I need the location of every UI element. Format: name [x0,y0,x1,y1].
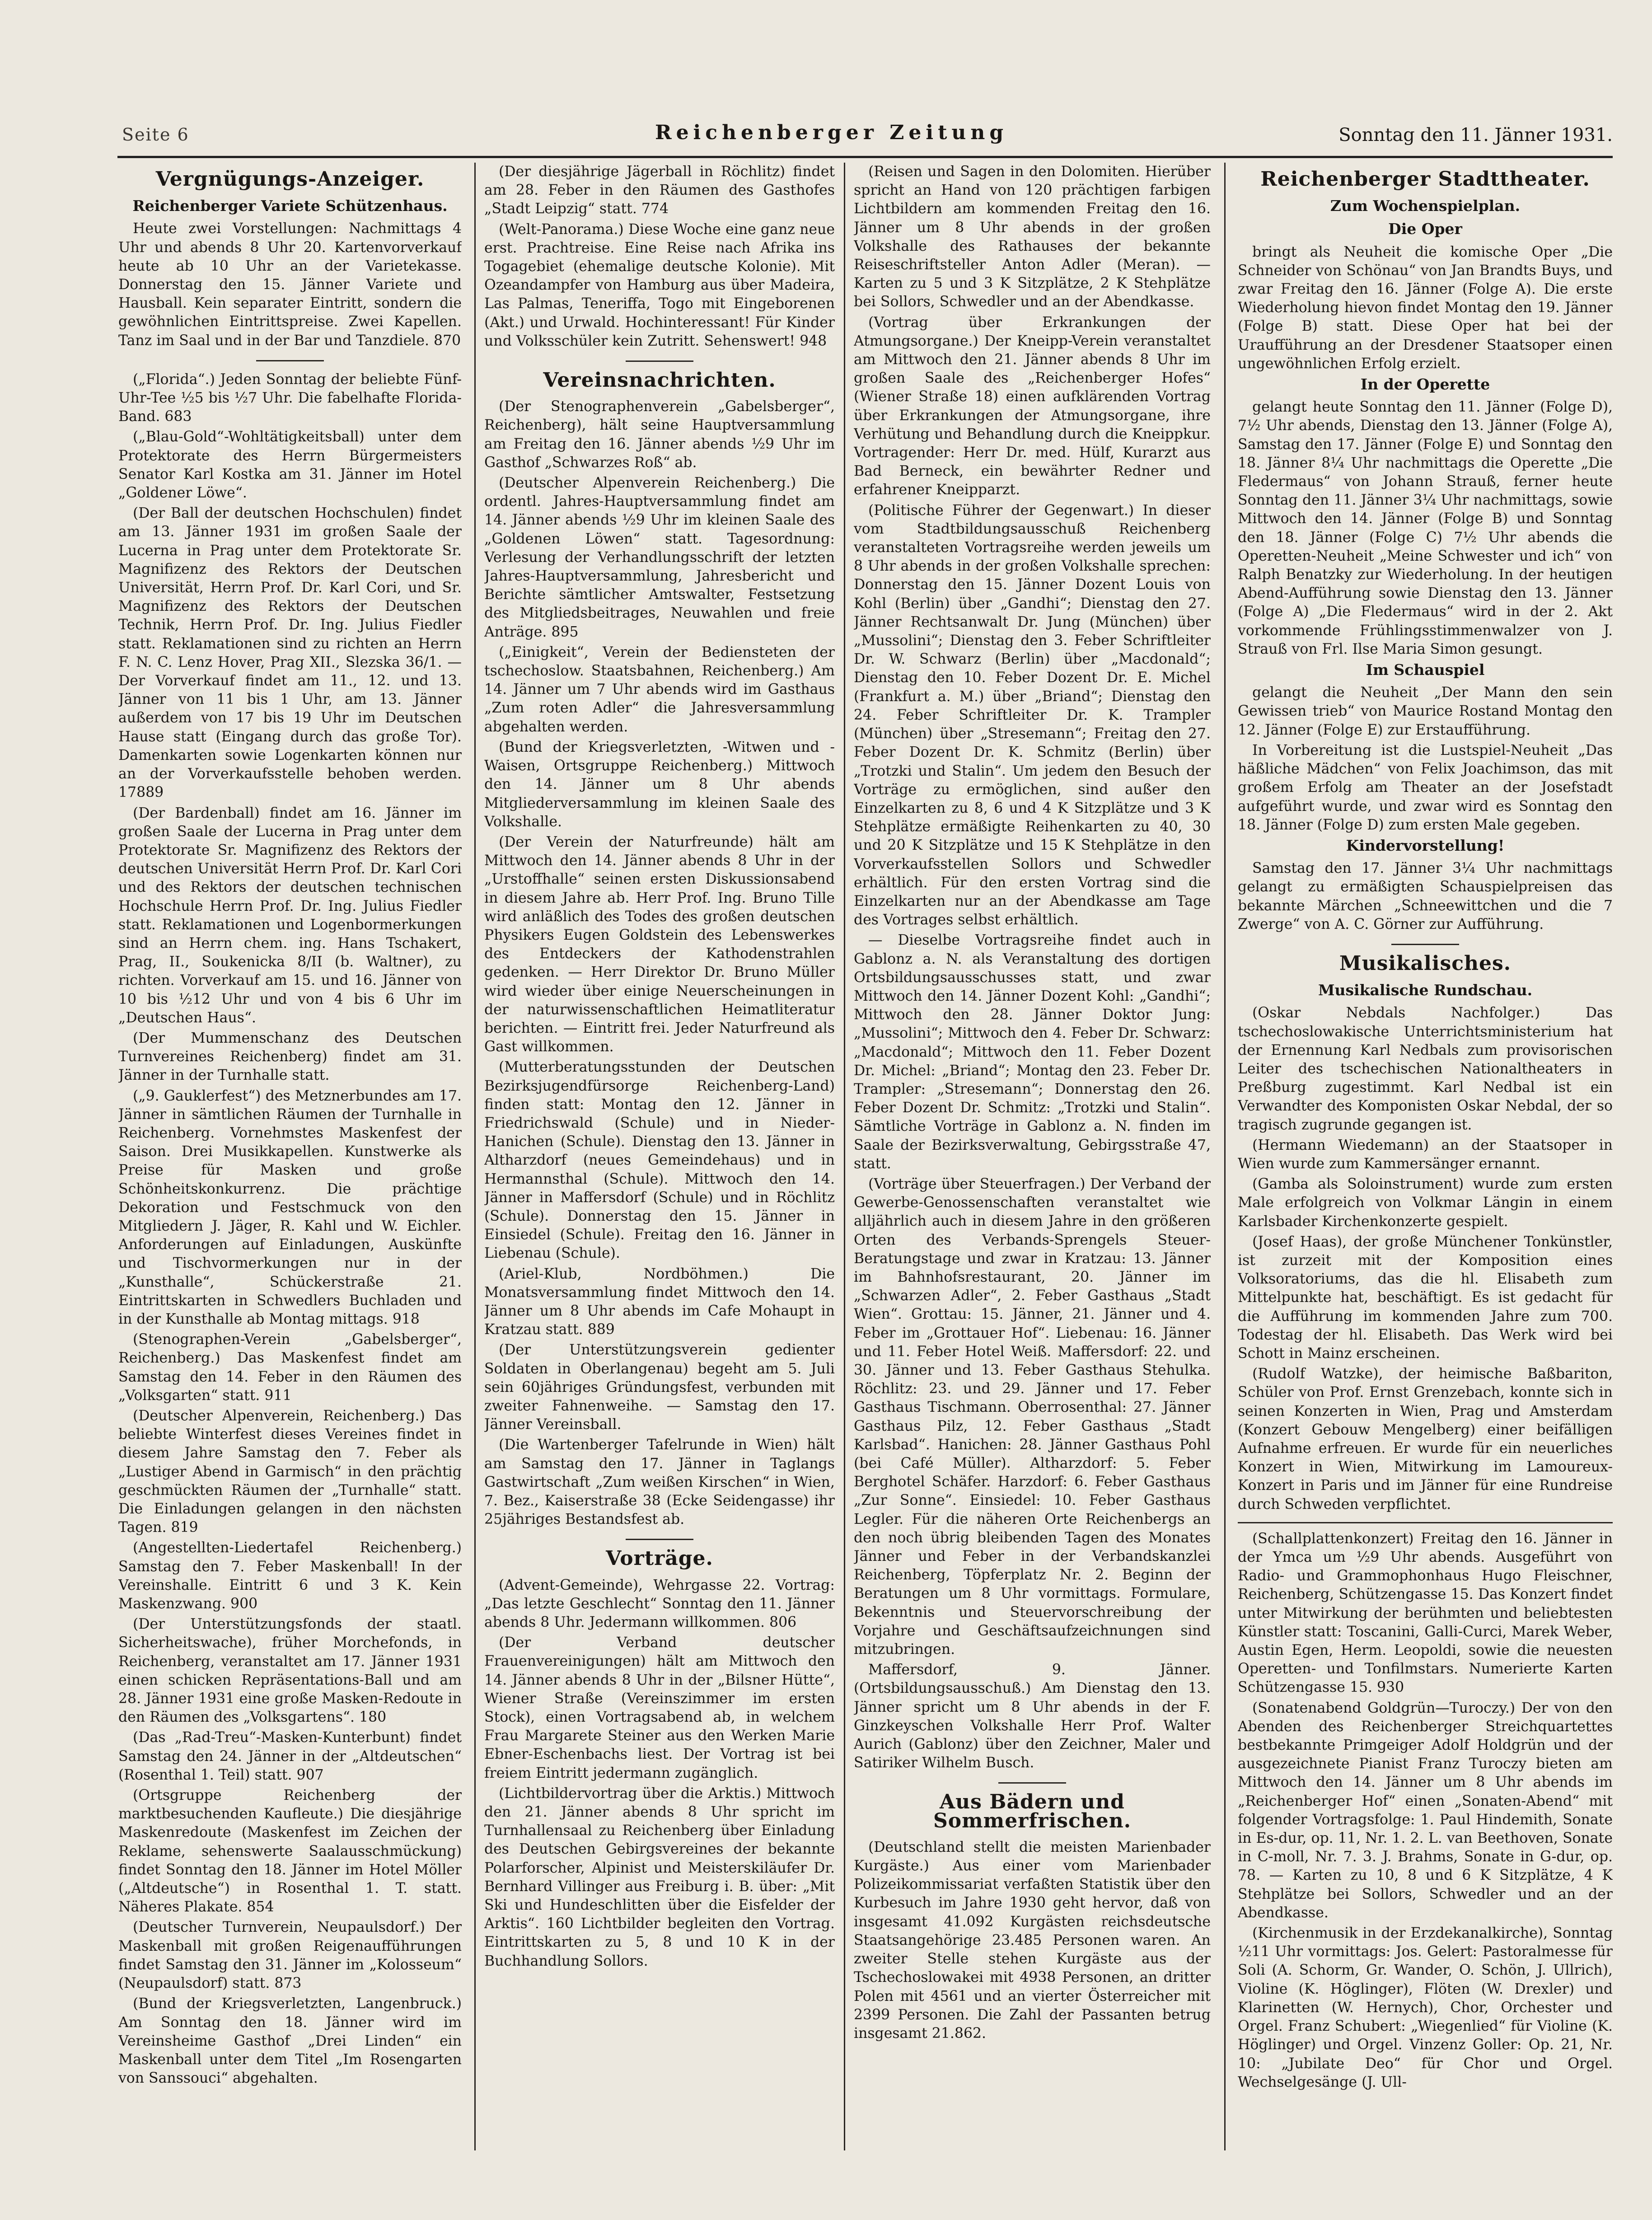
notice: In Vorbereitung ist die Lustspiel-Neuheit „Das häßliche Mädchen“ von Felix Joachimson, das mit großem Erfolg am Theater an der Josefstadt aufgeführt wurde, und zwar wird es Sonntag den 18. Jänner (Folge D) zum ersten Male gegeben. [1238,742,1613,833]
notice: (Der Unterstützungsfonds der staatl. Sicherheitswache), früher Morchefonds, in Reichenberg, veranstaltet am 17. Jänner 1931 einen schicken Repräsentations-Ball und am 28. Jänner 1931 eine große Masken-Redoute in den Räumen des „Volksgartens“. 180 [118,1616,462,1726]
column-divider [844,163,845,2150]
newspaper-title: Reichenberger Zeitung [655,121,1008,144]
notice: (Gamba als Soloinstrument) wurde zum ersten Male erfolgreich von Volkmar Längin in einem Karlsbader Kirchenkonzerte gespielt. [1238,1176,1613,1230]
column-4 [1238,163,1613,2168]
notice: Heute zwei Vorstellungen: Nachmittags 4 Uhr und abends 8 Uhr 20. Kartenvorverkauf heute ab 10 Uhr an der Varietekasse. Donnerstag den 15. Jänner Variete und Hausball. Kein separater Eintritt, sondern die gewöhnlichen Eintrittspreise. Zwei Kapellen. Tanz im Saal und in der Bar und Tanzdiele. 870 [118,220,462,349]
subsection-title-operette: In der Operette [1360,375,1490,393]
notice: (Angestellten-Liedertafel Reichenberg.) Samstag den 7. Feber Maskenball! In der Vereinshalle. Eintritt 6 und 3 K. Kein Maskenzwang. 900 [118,1540,462,1612]
notice: Samstag den 17. Jänner 3¼ Uhr nachmittags gelangt zu ermäßigten Schauspielpreisen das bekannte Märchen „Schneewittchen und die 7 Zwerge“ von A. C. Görner zur Aufführung. [1238,860,1613,932]
notice: („9. Gauklerfest“) des Metznerbundes am 17. Jänner in sämtlichen Räumen der Turnhalle in Reichenberg. Vornehmstes Maskenfest der Saison. Drei Musikkapellen. Kunstwerke als Preise für Masken und große Schönheitskonkurrenz. Die prächtige Dekoration und Festschmuck von den Mitgliedern J. Jäger, R. Kahl und W. Eichler. Anforderungen auf Einladungen, Auskünfte und Tischvormerkungen nur in der „Kunsthalle“, Schückerstraße 21. Eintrittskarten in Schwedlers Buchladen und in der Kunsthalle ab Montag mittags. 918 [118,1087,462,1327]
column-divider [1224,163,1226,2150]
subsection-title-rundschau: Musikalische Rundschau. [1318,981,1533,999]
separator [998,1782,1066,1784]
notice: (Deutscher Alpenverein Reichenberg.) Die ordentl. Jahres-Hauptversammlung findet am 14. Jänner abends ½9 Uhr im kleinen Saale des „Goldenen Löwen“ statt. Tagesordnung: Verlesung der Verhandlungsschrift der letzten Jahres-Hauptversammlung, Jahresbericht und Berichte sämtlicher Amtswalter, Festsetzung des Mitgliedsbeitrages, Neuwahlen und freie Anträge. 895 [484,475,835,640]
notice: (Bund der Kriegsverletzten, Langenbruck.) Am Sonntag den 18. Jänner wird im Vereinsheime Gasthof „Drei Linden“ ein Maskenball unter dem Titel „Im Rosengarten von Sanssouci“ abgehalten. [118,1995,462,2087]
column-divider [474,163,476,2150]
notice: (Das „Rad-Treu“-Masken-Kunterbunt) findet Samstag den 24. Jänner in der „Altdeutschen“ (Rosenthal 1. Teil) statt. 907 [118,1729,462,1783]
notice: (Ariel-Klub, Nordböhmen.) Die Monatsversammlung findet Mittwoch den 14. Jänner um 8 Uhr abends im Cafe Mohaupt in Kratzau statt. 889 [484,1265,835,1338]
notice: (Mutterberatungsstunden der Deutschen Bezirksjugendfürsorge Reichenberg-Land) finden statt: Montag den 12. Jänner in Friedrichswald (Schule) und in Nieder-Hanichen (Schule). Dienstag den 13. Jänner in Altharzdorf (neues Gemeindehaus) und in Hermannsthal (Schule). Mittwoch den 14. Jänner in Maffersdorf (Schule) und in Röchlitz (Schule). Donnerstag den 15. Jänner in Einsiedel (Schule). Freitag den 16. Jänner in Liebenau (Schule). [484,1059,835,1262]
notice: (Lichtbildervortrag über die Arktis.) Mittwoch den 21. Jänner abends 8 Uhr spricht im Turnhallensaal zu Reichenberg über Einladung des Deutschen Gebirgsvereines der bekannte Polarforscher, Alpinist und Meisterskiläufer Dr. Bernhard Villinger aus Freiburg i. B. über: „Mit Ski und Hundeschlitten über die Eisfelder der Arktis“. 160 Lichtbilder begleiten den Vortrag. Eintrittskarten zu 5, 8 und 10 K in der Buchhandlung Sollors. [484,1785,835,1969]
section-title-vortraege: Vorträge. [606,1547,713,1570]
section-title-baeder: Aus Bädern und Sommerfrischen. [933,1790,1132,1832]
notice: (Welt-Panorama.) Diese Woche eine ganz neue erst. Prachtreise. Eine Reise nach Afrika ins Togagebiet (ehemalige deutsche Kolonie). Mit Ozeandampfer von Hamburg aus über Madeira, Las Palmas, Teneriffa, Togo mit Eingeborenen (Akt.) und Urwald. Hochinteressant! Für Kinder und Volksschüler kein Zutritt. Sehenswert! 948 [484,221,835,349]
notice: (Josef Haas), der große Münchener Tonkünstler, ist zurzeit mit der Komposition eines Volksoratoriums, das die hl. Elisabeth zum Mittelpunkte hat, beschäftigt. Es ist gedacht für die Aufführung im kommenden Jahre zum 700. Todestag der hl. Elisabeth. Das Werk wird bei Schott in Mainz erscheinen. [1238,1233,1613,1362]
column-3 [854,163,1211,2168]
notice: (Schallplattenkonzert) Freitag den 16. Jänner in der Ymca um ½9 Uhr abends. Ausgeführt von Radio- und Grammophonhaus Hugo Fleischner, Reichenberg, Schützengasse 15. Das Konzert findet unter Mitwirkung der berühmten und beliebtesten Künstler statt: Toscanini, Galli-Curci, Marek Weber, Austin Egen, Herm. Leopoldi, sowie die neuesten Operetten- und Tonfilmstars. Numerierte Karten Schützengasse 15. 930 [1238,1530,1613,1696]
notice: (Der Mummenschanz des Deutschen Turnvereines Reichenberg) findet am 31. Jänner in der Turnhalle statt. [118,1030,462,1084]
notice: (Der diesjährige Jägerball in Röchlitz) findet am 28. Feber in den Räumen des Gasthofes „Stadt Leipzig“ statt. 774 [484,164,835,217]
column-2 [484,163,835,2168]
separator [626,1539,693,1540]
section-title-vergnuegungs: Vergnügungs-Anzeiger. [155,168,425,191]
section-title-musikalisches: Musikalisches. [1339,951,1512,975]
notice: (Deutscher Turnverein, Neupaulsdorf.) Der Maskenball mit großen Reigenaufführungen findet Samstag den 31. Jänner im „Kolosseum“ (Neupaulsdorf) statt. 873 [118,1919,462,1992]
notice: Maffersdorf, 9. Jänner. (Ortsbildungsausschuß.) Am Dienstag den 13. Jänner spricht um 8 Uhr abends in der F. Ginzkeyschen Volkshalle Herr Prof. Walter Aurich (Gablonz) über den Zeichner, Maler und Satiriker Wilhelm Busch. [854,1662,1211,1771]
column-1 [118,163,462,2168]
notice: (Vorträge über Steuerfragen.) Der Verband der Gewerbe-Genossenschaften veranstaltet wie alljährlich auch in diesem Jahre in den größeren Orten des Verbands-Sprengels Steuer-Beratungstage und zwar in Kratzau: 13. Jänner im Bahnhofsrestaurant, 20. Jänner im „Schwarzen Adler“, 2. Feber Gasthaus „Stadt Wien“. Grottau: 15. Jänner, 21. Jänner und 4. Feber im „Grottauer Hof“. Liebenau: 16. Jänner und 11. Feber Hotel Weiß. Maffersdorf: 22. und 30. Jänner und 13. Feber Gasthaus Stehulka. Röchlitz: 23. und 29. Jänner und 17. Feber Gasthaus Tischmann. Oberrosenthal: 27. Jänner Gasthaus Pilz, 12. Feber Gasthaus „Stadt Karlsbad“. Hanichen: 28. Jänner Gasthaus Pohl (bei Café Müller). Altharzdorf: 5. Feber Berghotel Schäfer. Harzdorf: 6. Feber Gasthaus „Zur Sonne“. Einsiedel: 10. Feber Gasthaus Legler. Für die näheren Orte Reichenbergs an den noch übrig bleibenden Tagen des Monates Jänner und Feber in der Verbandskanzlei Reichenberg, Töpferplatz Nr. 2. Beginn der Beratungen um 8 Uhr vormittags. Formulare, Bekenntnis und Steuervorschreibung der Vorjahre und Geschäftsaufzeichnungen sind mitzubringen. [854,1176,1211,1658]
notice: (Der Verband deutscher Frauenvereinigungen) hält am Mittwoch den 14. Jänner abends 8 Uhr in der „Bilsner Hütte“, Wiener Straße (Vereinszimmer im ersten Stock), einen Vortragsabend ab, in welchem Frau Margarete Steiner aus den Werken Marie Ebner-Eschenbachs liest. Der Vortrag ist bei freiem Eintritt jedermann zugänglich. [484,1635,835,1781]
notice: („Blau-Gold“-Wohltätigkeitsball) unter dem Protektorate des Herrn Bürgermeisters Senator Karl Kostka am 31. Jänner im Hotel „Goldener Löwe“. [118,429,462,501]
subsection-title-variete: Reichenberger Variete Schützenhaus. [132,197,448,215]
notice: (Hermann Wiedemann) an der Staatsoper in Wien wurde zum Kammersänger ernannt. [1238,1137,1613,1172]
notice: (Stenographen-Verein „Gabelsberger“, Reichenberg.) Das Maskenfest findet am Samstag den 14. Feber in den Räumen des „Volksgarten“ statt. 911 [118,1331,462,1404]
notice: (Oskar Nebdals Nachfolger.) Das tschechoslowakische Unterrichtsministerium hat der Ernennung Karl Nedbals zum provisorischen Leiter des tschechischen Nationaltheaters in Preßburg zugestimmt. Karl Nedbal ist ein Verwandter des Komponisten Oskar Nebdal, der so tragisch zugrunde gegangen ist. [1238,1005,1613,1133]
notice: (Der Verein der Naturfreunde) hält am Mittwoch den 14. Jänner abends 8 Uhr in der „Urstoffhalle“ seinen ersten Diskussionsabend in diesem Jahre ab. Herr Prof. Ing. Bruno Tille wird anläßlich des Todes des großen deutschen Physikers Eugen Goldstein des Lebenswerkes des Entdeckers der Kathodenstrahlen gedenken. — Herr Direktor Dr. Bruno Müller wird wieder über einige Neuerscheinungen in der naturwissenschaftlichen Heimatliteratur berichten. — Eintritt frei. Jeder Naturfreund als Gast willkommen. [484,834,835,1055]
notice: (Der Bardenball) findet am 16. Jänner im großen Saale der Lucerna in Prag unter dem Protektorate Sr. Magnifizenz des Rektors der deutschen Universität Herrn Prof. Dr. Karl Cori und des Rektors der deutschen technischen Hochschule Herrn Prof. Dr. Ing. Julius Fiedler statt. Reklamationen und Logenbormerkungen sind an Herrn chem. ing. Hans Tschakert, Prag, II., Soukenicka 8/II (b. Waltner), zu richten. Vorverkauf am 15. und 16. Jänner von 10 bis ½12 Uhr und von 4 bis 6 Uhr im „Deutschen Haus“. [118,805,462,1026]
notice: (Der Unterstützungsverein gedienter Soldaten in Oberlangenau) begeht am 5. Juli sein 60jähriges Gründungsfest, verbunden mit zweiter Fahnenweihe. — Samstag den 17. Jänner Vereinsball. [484,1342,835,1433]
notice: (Ortsgruppe Reichenberg der marktbesuchenden Kaufleute.) Die diesjährige Maskenredoute (Maskenfest im Zeichen der Reklame, sehenswerte Saalausschmückung) findet Sonntag den 18. Jänner im Hotel Möller („Altdeutsche“) in Rosenthal 1. T. statt. Näheres Plakate. 854 [118,1787,462,1916]
notice: (Die Wartenberger Tafelrunde in Wien) hält am Samstag den 17. Jänner in Taglangs Gastwirtschaft „Zum weißen Kirschen“ in Wien, 7. Bez., Kaiserstraße 38 (Ecke Seidengasse) ihr 25jähriges Bestandsfest ab. [484,1437,835,1528]
subsection-title-wochenspielplan: Zum Wochenspielplan. [1330,197,1521,215]
notice: („Einigkeit“, Verein der Bediensteten der tschechoslow. Staatsbahnen, Reichenberg.) Am 14. Jänner um 7 Uhr abends wird im Gasthaus „Zum roten Adler“ die Jahresversammlung abgehalten werden. [484,644,835,735]
notice: bringt als Neuheit die komische Oper „Die Schneider von Schönau“ von Jan Brandts Buys, und zwar Freitag den 16. Jänner (Folge A). Die erste Wiederholung hievon findet Montag den 19. Jänner (Folge B) statt. Diese Oper hat bei der Uraufführung an der Dresdener Staatsoper einen ungewöhnlichen Erfolg erzielt. [1238,244,1613,372]
separator [626,361,693,362]
subsection-title-kindervorstellung: Kindervorstellung! [1346,836,1505,854]
notice: (Rudolf Watzke), der heimische Baßbariton, Schüler von Prof. Ernst Grenzebach, konnte sich in seinen Konzerten in Wien, Prag und Amsterdam (Konzert Gebouw Mengelberg) einer beifälligen Aufnahme erfreuen. Er wurde für ein neuerliches Konzert in Wien, Mitwirkung im Lamoureux-Konzert in Paris und im Jänner für eine Rundreise durch Schweden verpflichtet. [1238,1366,1613,1513]
notice: („Florida“.) Jeden Sonntag der beliebte Fünf-Uhr-Tee ½5 bis ½7 Uhr. Die fabelhafte Florida-Band. 683 [118,371,462,425]
notice: (Reisen und Sagen in den Dolomiten. Hierüber spricht an Hand von 120 prächtigen farbigen Lichtbildern am kommenden Freitag den 16. Jänner um 8 Uhr abends in der großen Volkshalle des Rathauses der bekannte Reiseschriftsteller Anton Adler (Meran). — Karten zu 5 und 3 K Sitzplätze, 2 K Stehplätze bei Sollors, Schwedler und an der Abendkasse. [854,164,1211,310]
notice: — Dieselbe Vortragsreihe findet auch in Gablonz a. N. als Veranstaltung des dortigen Ortsbildungsausschusses statt, und zwar Mittwoch den 14. Jänner Dozent Kohl: „Gandhi“; Mittwoch den 28. Jänner Doktor Jung: „Mussolini“; Mittwoch den 4. Feber Dr. Schwarz: „Macdonald“; Mittwoch den 11. Feber Dozent Dr. Michel: „Briand“; Montag den 23. Feber Dr. Trampler: „Stresemann“; Donnerstag den 26. Feber Dozent Dr. Schmitz: „Trotzki und Stalin“. Sämtliche Vorträge in Gablonz a. N. finden im Saale der Bezirksverwaltung, Gebirgsstraße 47, statt. [854,932,1211,1172]
page-number: Seite 6 [122,125,189,145]
page-header [122,121,1613,153]
notice: (Sonatenabend Goldgrün—Turoczy.) Der von den Abenden des Reichenberger Streichquartettes bestbekannte Primgeiger Adolf Holdgrün und der ausgezeichnete Pianist Franz Turoczy bieten am Mittwoch den 14. Jänner um 8 Uhr abends im „Reichenberger Hof“ einen „Sonaten-Abend“ mit folgender Vortragsfolge: 1. Paul Hindemith, Sonate in Es-dur, op. 11, Nr. 1. 2. L. van Beethoven, Sonate in C-moll, Nr. 7. 3. J. Brahms, Sonate in G-dur, op. 78. — Karten zu 10, 8 und 6 K Sitzplätze, 4 K Stehplätze bei Sollors, Schwedler und an der Abendkasse. [1238,1700,1613,1921]
section-title-vereinsnachrichten: Vereinsnachrichten. [543,369,776,392]
notice: (Kirchenmusik in der Erzdekanalkirche), Sonntag ½11 Uhr vormittags: Jos. Gelert: Pastoralmesse für Soli (A. Schorm, Gr. Wander, O. Schön, J. Ullrich), Violine (K. Höglinger), Flöten (W. Drexler) und Klarinetten (W. Hernych), Chor, Orchester und Orgel. Franz Schubert: „Wiegenlied“ für Violine (K. Höglinger) und Orgel. Vinzenz Goller: Op. 21, Nr. 10: „Jubilate Deo“ für Chor und Orgel. Wechselgesänge (J. Ull- [1238,1925,1613,2090]
subsection-title-oper: Die Oper [1388,220,1462,238]
header-rule [117,156,1613,158]
notice: (Politische Führer der Gegenwart.) In dieser vom Stadtbildungsausschuß Reichenberg veranstalteten Vortragsreihe werden jeweils um 8 Uhr abends in der großen Volkshalle sprechen: Donnerstag den 15. Jänner Dozent Louis von Kohl (Berlin) über „Gandhi“; Dienstag den 27. Jänner Rechtsanwalt Dr. Jung (München) über „Mussolini“; Dienstag den 3. Feber Schriftleiter Dr. W. Schwarz (Berlin) über „Macdonald“; Dienstag den 10. Feber Dozent Dr. E. Michel (Frankfurt a. M.) über „Briand“; Dienstag den 24. Feber Schriftleiter Dr. K. Trampler (München) über „Stresemann“; Freitag den 27. Feber Dozent Dr. K. Schmitz (Berlin) über „Trotzki und Stalin“. Um jedem den Besuch der Vorträge zu ermöglichen, sind außer den Einzelkarten zu 8, 6 und 4 K Sitzplätze und 3 K Stehplätze ermäßigte Reihenkarten zu 40, 30 und 20 K Sitzplätze und 15 K Stehplätze in den Vorverkaufsstellen Sollors und Schwedler erhältlich. Für den ersten Vortrag sind die Einzelkarten nur an der Abendkasse am Tage des Vortrages selbst erhältlich. [854,502,1211,928]
subsection-title-schauspiel: Im Schauspiel [1366,661,1485,679]
notice: (Vortrag über Erkrankungen der Atmungsorgane.) Der Kneipp-Verein veranstaltet am Mittwoch den 21. Jänner abends 8 Uhr im großen Saale des „Reichenberger Hofes“ (Wiener Straße 18) einen aufklärenden Vortrag über Erkrankungen der Atmungsorgane, ihre Verhütung und Behandlung durch die Kneippkur. Vortragender: Herr Dr. med. Hülf, Kurarzt aus Bad Berneck, ein bewährter Redner und erfahrener Kneipparzt. [854,314,1211,498]
separator [256,360,324,361]
notice: (Der Stenographenverein „Gabelsberger“, Reichenberg), hält seine Hauptversammlung am Freitag den 16. Jänner abends ½9 Uhr im Gasthof „Schwarzes Roß“ ab. [484,398,835,471]
notice: (Deutscher Alpenverein, Reichenberg.) Das beliebte Winterfest dieses Vereines findet in diesem Jahre Samstag den 7. Feber als „Lustiger Abend in Garmisch“ in den prächtig geschmückten Räumen der „Turnhalle“ statt. Die Einladungen gelangen in den nächsten Tagen. 819 [118,1408,462,1536]
separator [1238,1522,1613,1523]
section-title-stadttheater: Reichenberger Stadttheater. [1260,168,1590,191]
notice: gelangt die Neuheit „Der Mann den sein Gewissen trieb“ von Maurice Rostand Montag den 12. Jänner (Folge E) zur Erstaufführung. [1238,684,1613,738]
notice: gelangt heute Sonntag den 11. Jänner (Folge D), 7½ Uhr abends, Dienstag den 13. Jänner (Folge A), Samstag den 17. Jänner (Folge E) und Sonntag den 18. Jänner 8¼ Uhr nachmittags die Operette „Die Fledermaus“ von Johann Strauß, ferner heute Sonntag den 11. Jänner 3¼ Uhr nachmittags, sowie Mittwoch den 14. Jänner (Folge B) und Sonntag den 18. Jänner (Folge C) 7½ Uhr abends die Operetten-Neuheit „Meine Schwester und ich“ von Ralph Benatzky zur Wiederholung. In der heutigen Abend-Aufführung sowie Dienstag den 13. Jänner (Folge A) „Die Fledermaus“ wird in der 2. Akt vorkommende Frühlingsstimmenwalzer von J. Strauß von Frl. Ilse Maria Simon gesungt. [1238,399,1613,657]
issue-date: Sonntag den 11. Jänner 1931. [1338,125,1613,145]
notice: (Bund der Kriegsverletzten, -Witwen und -Waisen, Ortsgruppe Reichenberg.) Mittwoch den 14. Jänner um 8 Uhr abends Mitgliederversammlung im kleinen Saale des Volkshalle. [484,739,835,830]
notice: (Der Ball der deutschen Hochschulen) findet am 13. Jänner 1931 im großen Saale der Lucerna in Prag unter dem Protektorate Sr. Magnifizenz des Rektors der Deutschen Universität, Herrn Prof. Dr. Karl Cori, und Sr. Magnifizenz des Rektors der Deutschen Technik, Herrn Prof. Dr. Ing. Julius Fiedler statt. Reklamationen sind zu richten an Herrn F. N. C. Lenz Hover, Prag XII., Slezska 36/1. — Der Vorverkauf findet am 11., 12. und 13. Jänner von 11 bis 1 Uhr, am 13. Jänner außerdem von 17 bis 19 Uhr im Deutschen Hause statt (Eingang durch das große Tor). Damenkarten sowie Logenkarten können nur an der Vorverkaufsstelle behoben werden. 17889 [118,505,462,801]
notice: (Deutschland stellt die meisten Marienbader Kurgäste.) Aus einer vom Marienbader Polizeikommissariat verfaßten Statistik über den Kurbesuch im Jahre 1930 geht hervor, daß von insgesamt 41.092 Kurgästen reichsdeutsche Staatsangehörige 23.485 Personen waren. An zweiter Stelle stehen Kurgäste aus der Tschechoslowakei mit 4938 Personen, an dritter Polen mit 4561 und an vierter Österreicher mit 2399 Personen. Die Zahl der Passanten betrug insgesamt 21.862. [854,1839,1211,2042]
notice: (Advent-Gemeinde), Wehrgasse 22. Vortrag: „Das letzte Geschlecht“ Sonntag den 11. Jänner abends 8 Uhr. Jedermann willkommen. 806 [484,1577,835,1631]
separator [1391,944,1459,945]
